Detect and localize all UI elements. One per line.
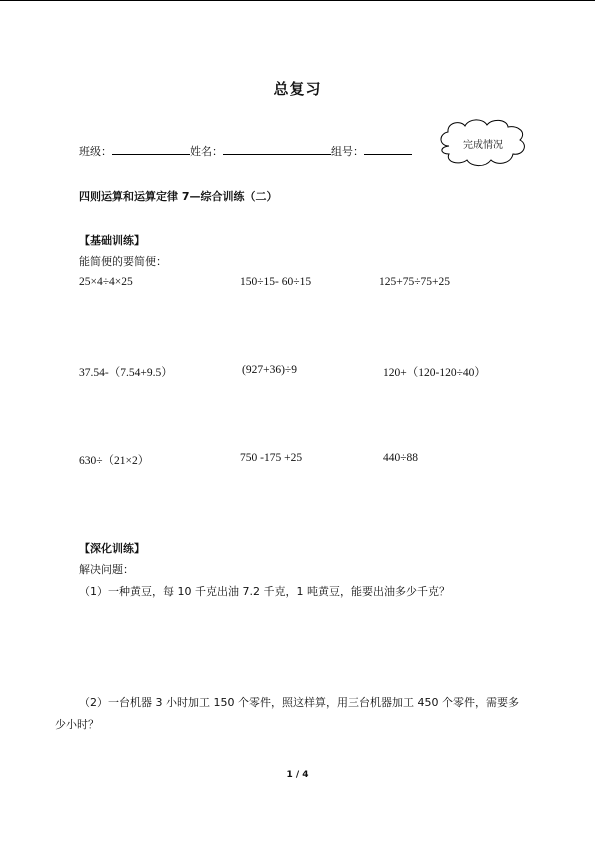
problem-2-3: 120+（120-120÷40） — [383, 367, 486, 379]
advanced-instruction: 解决问题： — [79, 563, 134, 576]
cloud-label: 完成情况 — [463, 139, 503, 151]
lesson-title: 四则运算和运算定律 7—综合训练（二） — [79, 190, 278, 203]
group-label: 组号： — [331, 145, 364, 158]
name-label: 姓名： — [190, 145, 223, 158]
problem-3-1: 630÷（21×2） — [79, 455, 150, 467]
top-border — [0, 0, 595, 1]
advanced-heading: 【深化训练】 — [79, 542, 145, 555]
problem-2-2: (927+36)÷9 — [242, 364, 297, 376]
group-blank[interactable] — [364, 142, 412, 155]
question-2-line-2: 少小时？ — [55, 718, 99, 731]
problem-1-2: 150÷15- 60÷15 — [240, 276, 312, 288]
student-info-line — [79, 142, 412, 159]
question-1: （1）一种黄豆，每 10 千克出油 7.2 千克，1 吨黄豆，能要出油多少千克？ — [79, 585, 450, 598]
page-title: 总复习 — [273, 80, 322, 98]
question-2-line-1: （2）一台机器 3 小时加工 150 个零件，照这样算，用三台机器加工 450 个零件，需要多 — [79, 696, 519, 709]
page-number: 1 / 4 — [286, 770, 309, 780]
class-label: 班级： — [79, 145, 112, 158]
basic-heading: 【基础训练】 — [79, 234, 145, 247]
problem-2-1: 37.54-（7.54+9.5） — [79, 367, 173, 379]
completion-cloud — [435, 116, 531, 170]
basic-instruction: 能简便的要简便： — [79, 255, 167, 268]
problem-1-1: 25×4÷4×25 — [79, 276, 133, 288]
name-blank[interactable] — [223, 142, 331, 155]
class-blank[interactable] — [112, 142, 190, 155]
problem-3-3: 440÷88 — [383, 452, 419, 464]
problem-3-2: 750 -175 +25 — [240, 452, 303, 464]
problem-1-3: 125+75÷75+25 — [379, 276, 451, 288]
